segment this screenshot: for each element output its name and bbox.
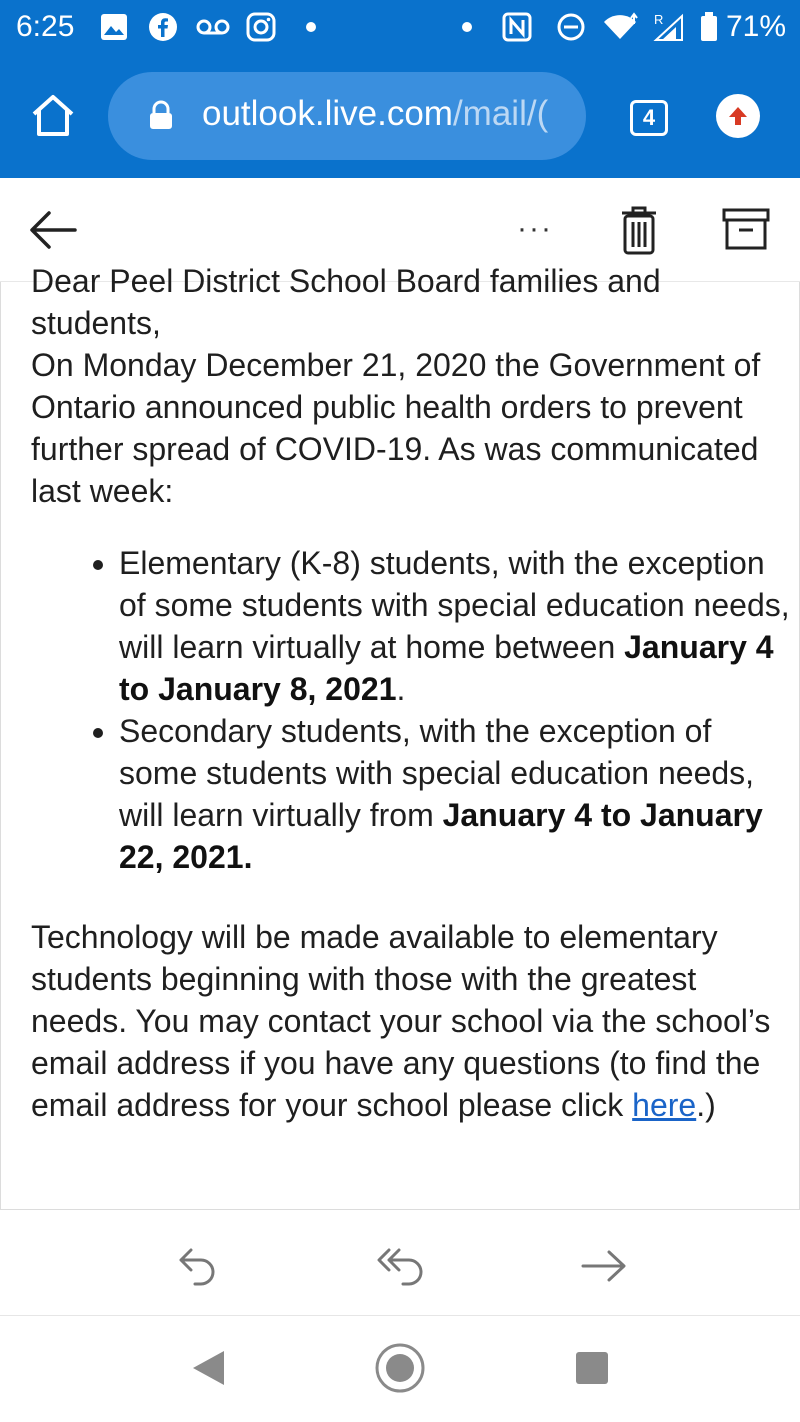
facebook-icon [148,12,178,42]
dot-icon [306,12,316,42]
trash-icon [619,204,659,256]
image-icon [100,12,128,42]
reply-all-icon [373,1246,427,1286]
signal-icon [652,12,686,42]
tab-count: 4 [642,105,656,130]
email-content [31,260,791,1126]
back-arrow-icon [27,209,79,251]
instagram-icon [246,12,276,42]
email-body [0,263,800,1210]
nfc-icon [502,12,532,42]
dnd-icon [556,12,586,42]
back-button[interactable] [24,206,82,254]
battery-icon [700,12,718,42]
browser-bar [0,56,800,178]
nav-home-button[interactable] [374,1342,426,1394]
system-navigation-bar [0,1316,800,1422]
address-bar[interactable] [108,72,586,160]
archive-icon [721,207,771,251]
email-bullet-list [31,542,791,878]
svg-text:R: R [654,12,664,27]
list-item: • Secondary students, with the exception of some students with special education needs, will learn virtually from January 4 to January 22, 2021. [119,710,791,878]
forward-arrow-icon [579,1247,629,1285]
reply-icon [175,1246,219,1286]
wifi-icon [600,12,640,42]
dot-icon [462,12,472,42]
list-item: • Elementary (K-8) students, with the exception of some students with special education needs, will learn virtually at home between January 4 to January 8, 2021. [119,542,791,710]
reply-button[interactable] [172,1244,222,1288]
triangle-back-icon [190,1349,226,1387]
lock-icon [148,100,174,135]
email-greeting: students, [31,305,161,341]
forward-button[interactable] [578,1246,630,1286]
home-circle-icon [374,1342,426,1394]
reply-all-button[interactable] [372,1244,428,1288]
archive-button[interactable] [720,206,772,252]
nav-recents-button[interactable] [574,1350,610,1386]
email-partial-line: Dear Peel District School Board families and [31,263,661,299]
square-recents-icon [575,1351,609,1385]
delete-button[interactable] [614,202,664,258]
voicemail-icon [196,12,230,42]
reply-bar [0,1210,800,1316]
tab-switcher-button[interactable] [630,100,668,136]
more-options-button[interactable]: ··· [517,212,553,245]
battery-percent: 71% [725,10,786,43]
home-button[interactable] [30,94,76,143]
arrow-up-icon [726,104,750,128]
status-bar [0,0,800,56]
home-icon [30,94,76,138]
here-link[interactable]: here [632,1087,697,1123]
email-paragraph: On Monday December 21, 2020 the Government of Ontario announced public health orders to prevent further spread of COVID-19. As was communicated last week: [31,347,761,509]
url-text [202,94,548,134]
nav-back-button[interactable] [188,1348,228,1388]
update-button[interactable] [716,94,760,138]
email-paragraph: Technology will be made available to elementary students beginning with those with the greatest needs. You may contact your school via the school’s email address if you have any questions (to find the email address for your school please click here.) [31,919,771,1123]
url-host: outlook.live.com [202,94,453,133]
status-time: 6:25 [16,10,75,43]
url-path: /mail/( [452,94,549,133]
